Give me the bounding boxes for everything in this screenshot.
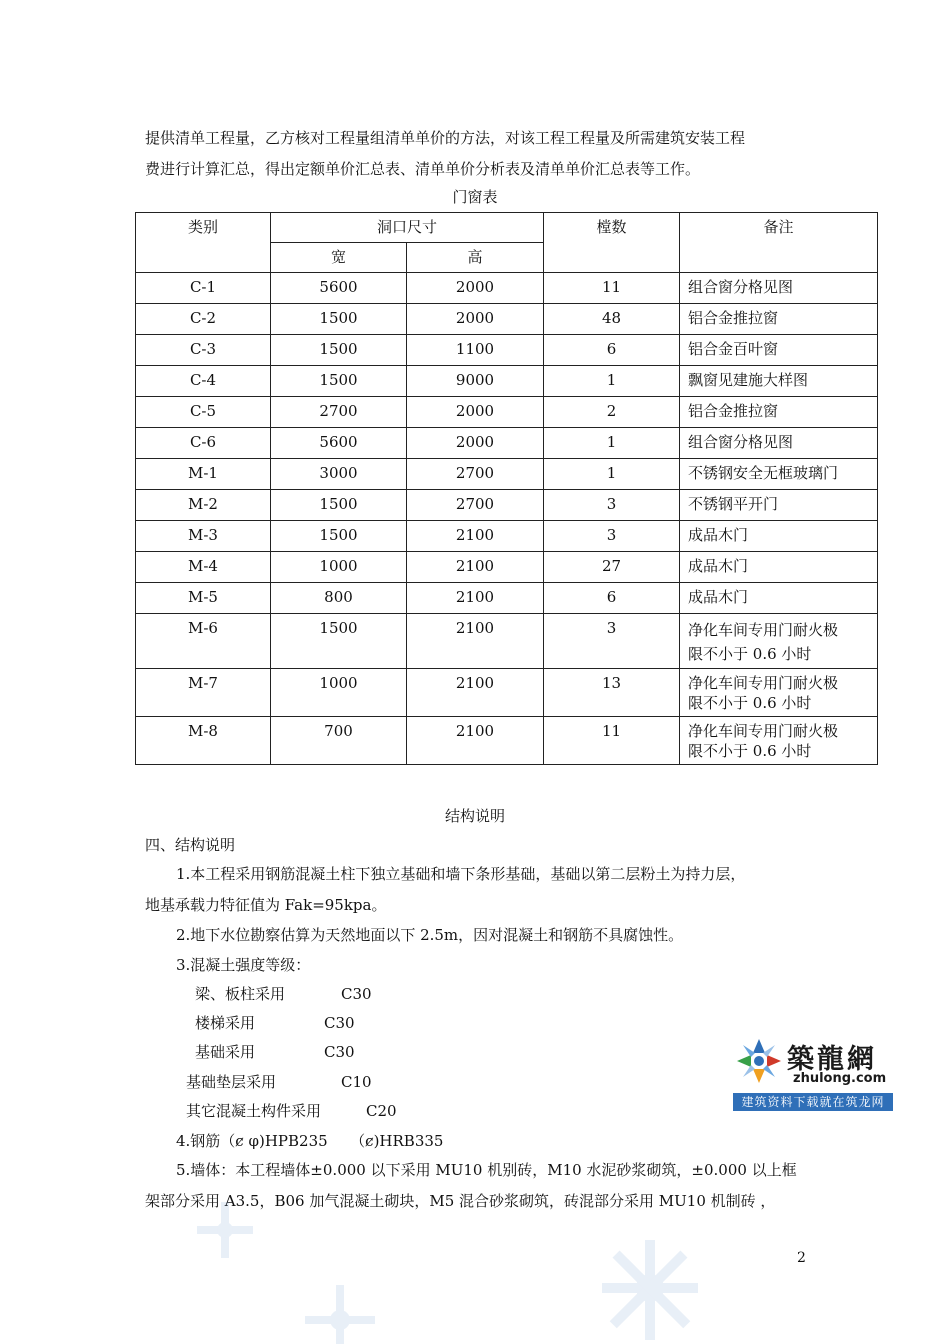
cell-height: 2000: [407, 304, 544, 335]
cell-height: 1100: [407, 335, 544, 366]
cell-width: 1000: [271, 669, 407, 717]
watermark-snowflake-icon: [600, 1238, 700, 1344]
cell-width: 800: [271, 583, 407, 614]
cell-count: 27: [544, 552, 680, 583]
table-row: [136, 490, 878, 521]
paragraph-2: 2.地下水位勘察估算为天然地面以下 2.5m，因对混凝土和钢筋不具腐蚀性。: [176, 926, 684, 944]
header-opening: 洞口尺寸: [271, 213, 544, 243]
grade-label: 楼梯采用: [195, 1014, 256, 1032]
paragraph-5-line-2: 架部分采用 A3.5，B06 加气混凝土砌块，M5 混合砂浆砌筑，砖混部分采用 MU10 机制砖 ，: [145, 1192, 776, 1210]
cell-height: 2100: [407, 614, 544, 669]
cell-type: M-6: [136, 614, 271, 669]
grade-value: C30: [324, 1043, 355, 1061]
table-row: [136, 614, 878, 669]
cell-note: 组合窗分格见图: [680, 273, 878, 304]
cell-height: 2700: [407, 490, 544, 521]
zhulong-logo[interactable]: [733, 1035, 893, 1112]
cell-width: 3000: [271, 459, 407, 490]
cell-width: 1500: [271, 490, 407, 521]
cell-height: 2100: [407, 583, 544, 614]
cell-type: C-3: [136, 335, 271, 366]
note-line-1: 净化车间专用门耐火极: [688, 722, 839, 740]
table-row: [136, 273, 878, 304]
cell-width: 1500: [271, 521, 407, 552]
cell-height: 2000: [407, 397, 544, 428]
header-width: 宽: [271, 243, 407, 273]
table-row: [136, 335, 878, 366]
cell-count: 1: [544, 428, 680, 459]
cell-height: 2000: [407, 273, 544, 304]
cell-count: 3: [544, 490, 680, 521]
cell-count: 1: [544, 366, 680, 397]
table-row: [136, 366, 878, 397]
paragraph-1-line-2: 地基承载力特征值为 Fak=95kpa。: [145, 896, 387, 914]
paragraph-4: 4.钢筋（ȼ φ)HPB235 （ȼ)HRB335: [176, 1132, 444, 1150]
paragraph-3: 3.混凝土强度等级：: [176, 956, 311, 974]
note-line-2: 限不小于 0.6 小时: [688, 645, 812, 663]
cell-type: C-1: [136, 273, 271, 304]
table-row: [136, 717, 878, 765]
cell-note: 成品木门: [680, 552, 878, 583]
table-title: 门窗表: [452, 188, 498, 206]
watermark-snowflake-icon: [195, 1200, 255, 1260]
table-row: [136, 459, 878, 490]
cell-note: 不锈钢安全无框玻璃门: [680, 459, 878, 490]
cell-note: 组合窗分格见图: [680, 428, 878, 459]
cell-type: C-2: [136, 304, 271, 335]
table-row: [136, 428, 878, 459]
cell-width: 700: [271, 717, 407, 765]
header-type: 类别: [136, 213, 271, 273]
cell-note: 铝合金百叶窗: [680, 335, 878, 366]
table-row: [136, 304, 878, 335]
intro-line-1: 提供清单工程量，乙方核对工程量组清单单价的方法，对该工程工程量及所需建筑安装工程: [145, 129, 746, 147]
cell-width: 5600: [271, 273, 407, 304]
logo-brand-text: 築龍網: [787, 1044, 877, 1075]
cell-width: 5600: [271, 428, 407, 459]
cell-count: 3: [544, 614, 680, 669]
cell-type: M-4: [136, 552, 271, 583]
cell-count: 1: [544, 459, 680, 490]
grade-value: C10: [341, 1073, 372, 1091]
cell-height: 2100: [407, 521, 544, 552]
cell-type: M-1: [136, 459, 271, 490]
structure-section-heading: 四、结构说明: [145, 836, 236, 854]
cell-note: 不锈钢平开门: [680, 490, 878, 521]
cell-width: 2700: [271, 397, 407, 428]
cell-count: 13: [544, 669, 680, 717]
table-row: [136, 397, 878, 428]
note-line-2: 限不小于 0.6 小时: [688, 694, 812, 712]
cell-height: 2000: [407, 428, 544, 459]
paragraph-1-line-1: 1.本工程采用钢筋混凝土柱下独立基础和墙下条形基础，基础以第二层粉土为持力层，: [176, 865, 746, 883]
note-line-1: 净化车间专用门耐火极: [688, 674, 839, 692]
cell-note: 铝合金推拉窗: [680, 397, 878, 428]
cell-note: 铝合金推拉窗: [680, 304, 878, 335]
cell-count: 48: [544, 304, 680, 335]
cell-type: M-5: [136, 583, 271, 614]
cell-note: 成品木门: [680, 583, 878, 614]
cell-count: 11: [544, 717, 680, 765]
grade-value: C30: [341, 985, 372, 1003]
cell-width: 1500: [271, 614, 407, 669]
logo-slogan: 建筑资料下载就在筑龙网: [733, 1093, 893, 1111]
header-count: 樘数: [544, 213, 680, 273]
cell-width: 1000: [271, 552, 407, 583]
grade-label: 基础采用: [195, 1043, 256, 1061]
cell-type: M-2: [136, 490, 271, 521]
cell-height: 2700: [407, 459, 544, 490]
structure-title: 结构说明: [444, 807, 505, 825]
cell-count: 3: [544, 521, 680, 552]
logo-domain-text: zhulong.com: [793, 1071, 887, 1086]
header-note: 备注: [680, 213, 878, 273]
cell-note: 飘窗见建施大样图: [680, 366, 878, 397]
intro-line-2: 费进行计算汇总，得出定额单价汇总表、清单单价分析表及清单单价汇总表等工作。: [145, 160, 701, 178]
grade-value: C20: [366, 1102, 397, 1120]
cell-note: [680, 614, 878, 669]
table-row: [136, 583, 878, 614]
paragraph-5-line-1: 5.墙体：本工程墙体±0.000 以下采用 MU10 机别砖，M10 水泥砂浆砌筑，±0.000 以上框: [176, 1161, 797, 1179]
snowflake-logo-icon: [735, 1037, 783, 1085]
cell-type: M-7: [136, 669, 271, 717]
grade-value: C30: [324, 1014, 355, 1032]
cell-type: C-6: [136, 428, 271, 459]
table-row: [136, 669, 878, 717]
cell-note: [680, 669, 878, 717]
door-window-table: [135, 212, 878, 765]
cell-type: M-3: [136, 521, 271, 552]
cell-width: 1500: [271, 304, 407, 335]
cell-count: 2: [544, 397, 680, 428]
page-number: 2: [797, 1250, 806, 1266]
cell-count: 6: [544, 583, 680, 614]
grade-label: 梁、板柱采用: [195, 985, 286, 1003]
cell-note: [680, 717, 878, 765]
note-line-1: 净化车间专用门耐火极: [688, 621, 839, 639]
header-height: 高: [407, 243, 544, 273]
table-row: [136, 552, 878, 583]
cell-type: C-5: [136, 397, 271, 428]
cell-type: C-4: [136, 366, 271, 397]
cell-height: 2100: [407, 717, 544, 765]
cell-count: 11: [544, 273, 680, 304]
table-row: [136, 521, 878, 552]
cell-width: 1500: [271, 366, 407, 397]
cell-height: 2100: [407, 669, 544, 717]
cell-width: 1500: [271, 335, 407, 366]
grade-label: 基础垫层采用: [186, 1073, 277, 1091]
watermark-snowflake-icon: [300, 1280, 380, 1344]
grade-label: 其它混凝土构件采用: [186, 1102, 322, 1120]
cell-note: 成品木门: [680, 521, 878, 552]
cell-type: M-8: [136, 717, 271, 765]
cell-height: 2100: [407, 552, 544, 583]
cell-count: 6: [544, 335, 680, 366]
cell-height: 9000: [407, 366, 544, 397]
note-line-2: 限不小于 0.6 小时: [688, 742, 812, 760]
